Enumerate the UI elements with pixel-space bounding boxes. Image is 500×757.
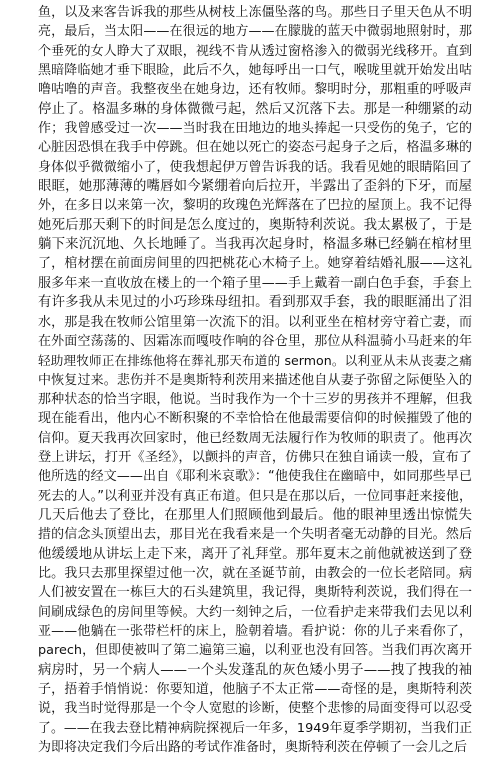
text-line: 水，那是我在牧师公馆里第一次流下的泪。以利亚坐在棺材旁守着亡妻，而 [38,314,472,330]
text-line: 那种状态的恰当字眼，他说。当时我作为一个十三岁的男孩并不理解，但我 [38,391,472,407]
text-line: 黑暗降临她才垂下眼睑，此后不久，她每呼出一口气，喉咙里就开始发出咕 [38,63,472,79]
text-line: 噜咕噜的声音。我整夜坐在她身边，还有牧师。黎明时分，那粗重的呼吸声 [38,82,472,98]
text-line: 他缓缓地从讲坛上走下来，离开了礼拜堂。那年夏末之前他就被送到了登 [38,546,472,562]
text-line: 鱼，以及来客告诉我的那些从树枝上冻僵坠落的鸟。那些日子里天色从不明 [38,5,472,20]
text-line: 信仰。夏天我再次回家时，他已经数周无法履行作为牧师的职责了。他再次 [38,430,472,446]
text-line: 病房时，另一个病人——一个头发蓬乱的灰色矮小男子——拽了拽我的袖 [38,662,472,678]
text-line: 身体似乎微微缩小了，使我想起伊万曾告诉我的话。我看见她的眼睛陷回了 [38,159,472,175]
text-line: 亚——他躺在一张带栏杆的床上，脸朝着墙。看护说：你的儿子来看你了， [38,624,472,639]
text-line: 躺下来沉沉地、久长地睡了。当我再次起身时，格温多琳已经躺在棺材里 [38,237,472,253]
text-line: 亮，最后，当太阳——在很远的地方——在朦胧的蓝天中微弱地照射时，那 [38,24,472,40]
text-line: 他所选的经文——出自《耶利米哀歌》：“他使我住在幽暗中，如同那些早已 [38,469,472,485]
text-line: 在外面空荡荡的、因霜冻而嘎吱作响的谷仓里，那位从科温骑小马赶来的年 [38,333,472,349]
text-line: 个垂死的女人睁大了双眼，视线不肯从透过窗格渗入的微弱光线移开。直到 [38,43,472,59]
text-line: 了，棺材摆在前面房间里的四把桃花心木椅子上。她穿着结婚礼服——这礼 [38,256,472,272]
text-line: 子，捂着手悄悄说：你要知道，他脑子不太正常——奇怪的是，奥斯特利茨 [38,682,472,698]
text-line: 她死后那天剩下的时间是怎么度过的，奥斯特利茨说。我太累极了，于是 [38,217,472,233]
text-line: 作；我曾感受过一次——当时我在田地边的地头捧起一只受伤的兔子，它的 [38,121,472,137]
text-line: 几天后他去了登比，在那里人们照顾他到最后。他的眼神里透出惊慌失 [38,506,472,523]
text-line: 比。我只去那里探望过他一次，就在圣诞节前，由教会的一位长老陪同。病 [38,565,472,581]
text-line: 登上讲坛，打开《圣经》，以颤抖的声音，仿佛只在独自诵读一般，宣布了 [38,449,472,465]
text-line: 现在能看出，他内心不断积聚的不幸恰恰在他最需要信仰的时候摧毁了他的 [38,411,472,427]
text-line: 有许多我从未见过的小巧珍珠母纽扣。看到那双手套，我的眼眶涌出了泪 [38,295,472,311]
text-line: 停止了。格温多琳的身体微微弓起，然后又沉落下去。那是一种绷紧的动 [38,101,472,117]
text-line: 死去的人。”以利亚并没有真正布道。但只是在那以后，一位同事赶来接他， [38,488,472,504]
text-line: 心脏因恐惧在我手中停跳。但在她以死亡的姿态弓起身子之后，格温多琳的 [38,140,472,156]
text-line: 服多年来一直收放在楼上的一个箱子里——手上戴着一副白色手套，手套上 [38,275,472,291]
text-line: parech，但即使被叫了第二遍第三遍，以利亚也没有回答。当我们再次离开 [38,643,472,659]
text-line: 外，在多日以来第一次，黎明的玫瑰色光辉落在了巴拉的屋顶上。我不记得 [38,198,472,214]
text-line: 眼眶，她那薄薄的嘴唇如今紧绷着向后拉开，半露出了歪斜的下牙，而屋 [38,179,472,195]
text-line: 中恢复过来。悲伤并不是奥斯特利茨用来描述他自从妻子弥留之际便坠入的 [38,372,472,388]
text-line: 措的信念头顶望出去，那目光在我看来是一个失明者毫无动静的目光。然后 [38,527,472,543]
text-line: 了。——在我去登比精神病院探视后一年多，1949年夏季学期初，当我们正 [38,720,472,736]
text-line: 人们被安置在一栋巨大的石头建筑里，我记得，奥斯特利茨说，我们得在一 [38,585,472,601]
text-line: 轻助理牧师正在排练他将在葬礼那天布道的 sermon。以利亚从未从丧妻之痛 [38,353,472,369]
text-line: 说，我当时觉得那是一个令人宽慰的诊断，使整个悲惨的局面变得可以忍受 [38,701,472,717]
text-line: 间刷成绿色的房间里等候。大约一刻钟之后，一位看护走来带我们去见以利 [38,604,472,620]
text-line: 为即将决定我们今后出路的考试作准备时，奥斯特利茨在停顿了一会儿之后 [38,740,468,756]
